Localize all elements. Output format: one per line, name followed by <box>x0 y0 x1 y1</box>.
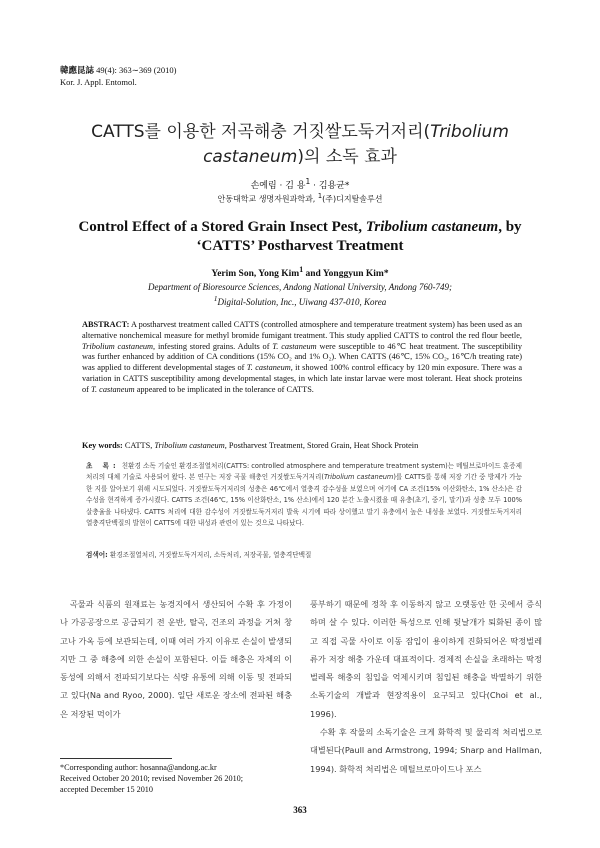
aff-en-2: Digital-Solution, Inc., Uiwang 437-010, Korea <box>217 297 387 307</box>
authors-en-rest: and Yonggyun Kim* <box>303 269 389 280</box>
aff-kr-1: 안동대학교 생명자원과학과, <box>217 194 318 204</box>
keywords-korean <box>86 549 522 559</box>
authors-en-sup: 1 <box>299 265 304 274</box>
journal-name: 韓應昆誌 <box>60 65 95 75</box>
summary-kr-species: Tribolium castaneum <box>323 473 394 482</box>
authors-korean <box>60 177 540 191</box>
authors-kr-sup: 1 <box>305 177 311 186</box>
abstract-species: T. castaneum <box>272 341 317 351</box>
aff-en-sup: 1 <box>213 294 218 303</box>
body-right-column <box>310 595 542 778</box>
title-kr-text-2: )의 소독 효과 <box>297 147 397 167</box>
page-number: 363 <box>293 805 307 815</box>
keywords-label: Key words: <box>82 441 123 450</box>
summary-kr-label: 초 록: <box>86 462 120 470</box>
keywords-species: Tribolium castaneum <box>154 441 225 450</box>
journal-header <box>60 64 176 88</box>
keywords <box>82 441 522 450</box>
abstract-species: T. castaneum <box>91 384 135 394</box>
abstract <box>82 320 522 396</box>
title-en-text: Control Effect of a Stored Grain Insect Pest, <box>78 219 366 235</box>
footnote <box>60 762 300 796</box>
aff-en-1: Department of Bioresource Sciences, Andong National University, Andong 760-749; <box>148 282 452 292</box>
abstract-label: ABSTRACT: <box>82 320 130 329</box>
authors-english <box>60 265 540 279</box>
summary-kr-text: 친환경 소독 기술인 환경조절열처리(CATTS: controlled atmosphere and temperature treatment system)는 메틸브로마이드 훈증제 처리의 대체 기술로 사용되어 왔다. 본 연구는 저장 곡물 해충인 거짓쌀도둑거저리( <box>86 462 522 482</box>
footnote-corresponding-author: *Corresponding author: hosanna@andong.ac.kr <box>60 763 217 772</box>
summary-kr-text: )를 CATTS를 통해 저장 기간 중 방제가 가능한 지를 알아보기 위해 시도되었다. 거짓쌀도둑거저리의 성충은 46℃에서 열충격 감수성을 보였으며 여기에 CA 조건(15% 이산화탄소, 1% 산소)은 감수성을 현격하게 증가시켰다. CATTS 조건(46℃, 15% 이산화탄소, 1% 산소)에서 120 분간 노출시켰을 때 유충(초기, 중기, 말기)과 성충 모두 100% 살충율을 나타냈다. CATTS 처리에 대한 감수성이 거짓쌀도둑거저리 발육 시기에 따라 상이했고 말기 유충에서 높은 내성을 보였다. 거짓쌀도둑거저리 열충격단백질의 발현이 CATTS에 대한 내성과 관련이 있는 것으로 나타났다. <box>86 473 522 528</box>
affiliation-korean <box>60 192 540 205</box>
abstract-text: appeared to be implicated in the tolerance of CATTS. <box>134 384 314 394</box>
abstract-text: , it showed 100% control efficacy by 120 min exposure. There was a variation in CATTS susceptibility among developmental stages, in which late instar larvae were most tolerant. Heat shock proteins of <box>82 363 523 394</box>
abstract-text: A postharvest treatment called CATTS (controlled atmosphere and temperature treatment system) has been used as an alternative nonchemical measure for methyl bromide fumigant treatment. This study applied CATTS to control the red flour beetle, <box>82 320 522 340</box>
title-kr-species: Tribolium <box>430 122 509 142</box>
summary-korean <box>86 461 522 529</box>
title-en-species: Tribolium castaneum <box>365 219 499 235</box>
body-right-paragraph-1: 풍부하기 때문에 정착 후 이동하지 않고 오랫동안 한 곳에서 증식하며 살 수 있다. 이러한 특성으로 인해 뒷날개가 퇴화된 종이 많고 직접 곡물 사이로 이동 잠입이 용이하게 진화되어온 딱정벌레류가 저장 해충 가운데 대표적이다. 경제적 손실을 초래하는 딱정벌레목 해충의 침입을 억제시키며 침입된 해충을 박멸하기 위한 소독기술의 개발과 현장적용이 요구되고 있다(Choi et al., 1996). <box>310 599 542 719</box>
abstract-species: Tribolium castaneum <box>82 341 154 351</box>
title-english <box>60 218 540 256</box>
footnote-received: Received October 20 2010; revised November 26 2010; <box>60 774 244 784</box>
title-kr-species-2: castaneum <box>203 147 298 167</box>
keywords-text: CATTS, <box>122 441 155 450</box>
journal-citation: 49(4): 363∼369 (2010) <box>96 65 177 75</box>
keywords-kr-text: 환경조절열처리, 거짓쌀도둑거저리, 소독처리, 저장곡물, 열충격단백질 <box>107 551 312 559</box>
title-kr-text: CATTS를 이용한 저곡해충 거짓쌀도둑거저리( <box>91 122 431 142</box>
body-left-column: 곡물과 식품의 원재료는 농경지에서 생산되어 수확 후 가정이나 가공공장으로 공급되기 전 운반, 탈곡, 건조의 과정을 거쳐 창고나 가옥 등에 보관되는데, 이때 여러 가지 이유로 손실이 발생되지만 그 중 해충에 의한 손실이 포함된다. 이들 해충은 자체의 이동성에 의해서 전파되기보다는 식량 유통에 의해 이동 및 전파되고 있다(Na and Ryoo, 2000). 일단 새로운 장소에 전파된 해충은 저장된 먹이가 <box>60 599 292 719</box>
body-right-paragraph-2: 수확 후 작물의 소독기술은 크게 화학적 및 물리적 처리법으로 대별된다(Paull and Armstrong, 1994; Sharp and Hallman, 1994). 화학적 처리법은 메틸브로마이드나 포스 <box>310 727 542 774</box>
abstract-text: were susceptible to 46℃ heat treatment. The susceptibility was further enhanced by addition of CA conditions (15% CO₂ and 1% O₂). When CATTS (46℃, 15% CO₂, 16℃/h treating rate) was applied to different developmental stages of <box>82 341 523 373</box>
title-en-end: , by <box>498 219 522 235</box>
journal-abbrev: Kor. J. Appl. Entomol. <box>60 77 137 87</box>
footnote-rule <box>60 758 172 759</box>
keywords-text: , Postharvest Treatment, Stored Grain, Heat Shock Protein <box>224 441 419 450</box>
authors-kr-names: 손예림 · 김 용 <box>250 181 306 191</box>
affiliation-english <box>60 281 540 308</box>
title-en-line2: ‘CATTS’ Postharvest Treatment <box>196 238 404 254</box>
title-korean <box>60 120 540 170</box>
aff-kr-sup: 1 <box>317 192 323 200</box>
keywords-kr-label: 검색어: <box>86 551 108 559</box>
footnote-accepted: accepted December 15 2010 <box>60 785 153 795</box>
abstract-species: T. castaneum <box>246 363 291 373</box>
authors-kr-rest: · 김용균* <box>310 181 350 191</box>
aff-kr-2: (주)디지탈솔루션 <box>322 194 383 204</box>
abstract-text: , infesting stored grains. Adults of <box>153 341 273 351</box>
authors-en-names: Yerim Son, Yong Kim <box>211 269 300 280</box>
